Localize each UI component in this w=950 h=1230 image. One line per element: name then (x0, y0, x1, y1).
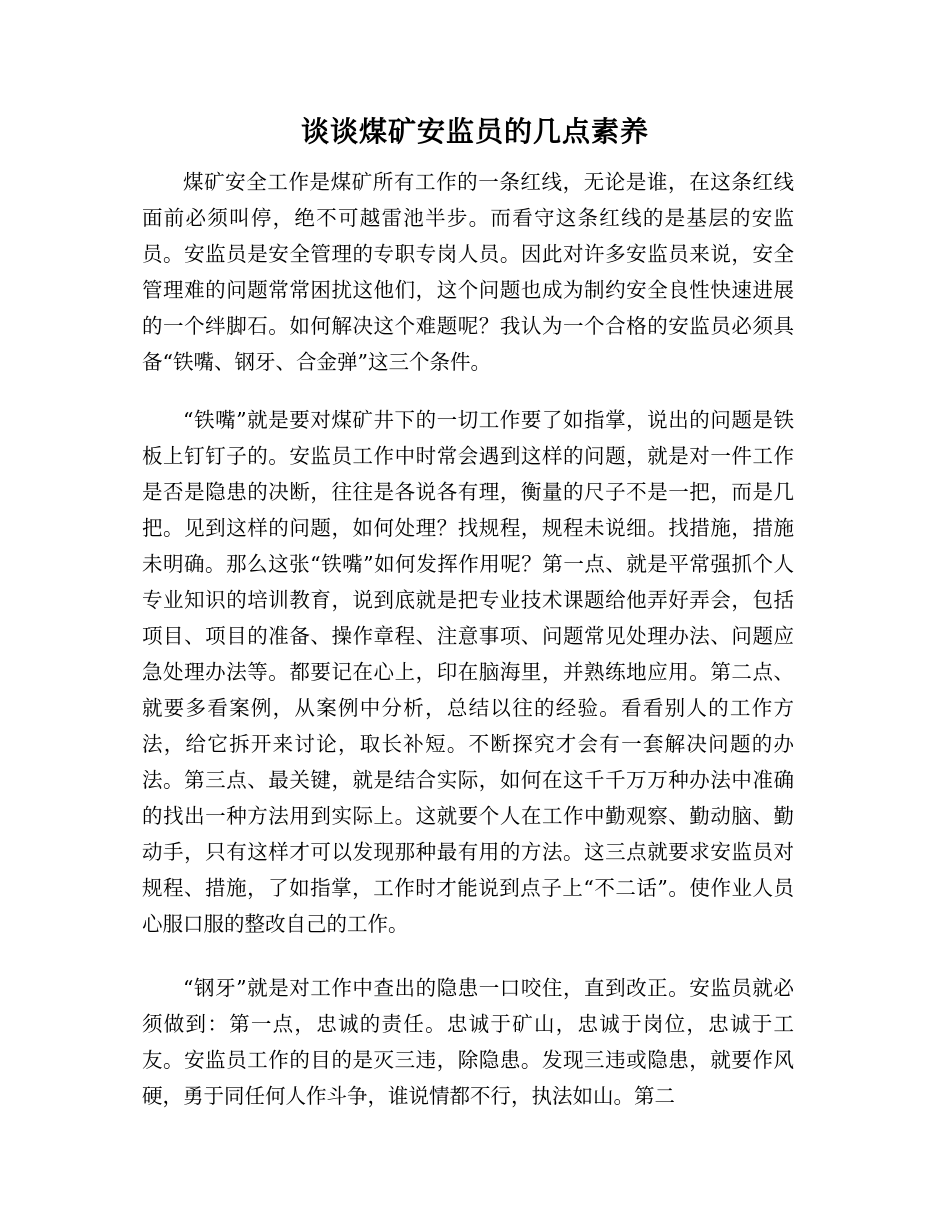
paragraph-3 (142, 970, 794, 1114)
paragraph-text: 煤矿安全工作是煤矿所有工作的一条红线，无论是谁，在这条红线面前必须叫停，绝不可越雷池半步。而看守这条红线的是基层的安监员。安监员是安全管理的专职专岗人员。因此对许多安监员来说，安全管理难的问题常常困扰这他们，这个问题也成为制约安全良性快速进展的一个绊脚石。如何解决这个难题呢？我认为一个合格的安监员必须具备“铁嘴、钢牙、合金弹”这三个条件。 (142, 170, 794, 374)
paragraph-1 (142, 164, 794, 380)
paragraph-text: “铁嘴”就是要对煤矿井下的一切工作要了如指掌，说出的问题是铁板上钉钉子的。安监员工作中时常会遇到这样的问题，就是对一件工作是否是隐患的决断，往往是各说各有理，衡量的尺子不是一把，而是几把。见到这样的问题，如何处理？找规程，规程未说细。找措施，措施未明确。那么这张“铁嘴”如何发挥作用呢？第一点、就是平常强抓个人专业知识的培训教育，说到底就是把专业技术课题给他弄好弄会，包括项目、项目的准备、操作章程、注意事项、问题常见处理办法、问题应急处理办法等。都要记在心上，印在脑海里，并熟练地应用。第二点、就要多看案例，从案例中分析，总结以往的经验。看看别人的工作方法，给它拆开来讨论，取长补短。不断探究才会有一套解决问题的办法。第三点、最关键，就是结合实际，如何在这千千万万种办法中准确的找出一种方法用到实际上。这就要个人在工作中勤观察、勤动脑、勤动手，只有这样才可以发现那种最有用的方法。这三点就要求安监员对规程、措施，了如指掌，工作时才能说到点子上“不二话”。使作业人员心服口服的整改自己的工作。 (142, 408, 794, 936)
document-title: 谈谈煤矿安监员的几点素养 (300, 115, 649, 148)
paragraph-text: “钢牙”就是对工作中查出的隐患一口咬住，直到改正。安监员就必须做到：第一点，忠诚的责任。忠诚于矿山，忠诚于岗位，忠诚于工友。安监员工作的目的是灭三违，除隐患。发现三违或隐患，就要作风硬，勇于同任何人作斗争，谁说情都不行，执法如山。第二 (142, 976, 794, 1108)
paragraph-2 (142, 402, 794, 942)
